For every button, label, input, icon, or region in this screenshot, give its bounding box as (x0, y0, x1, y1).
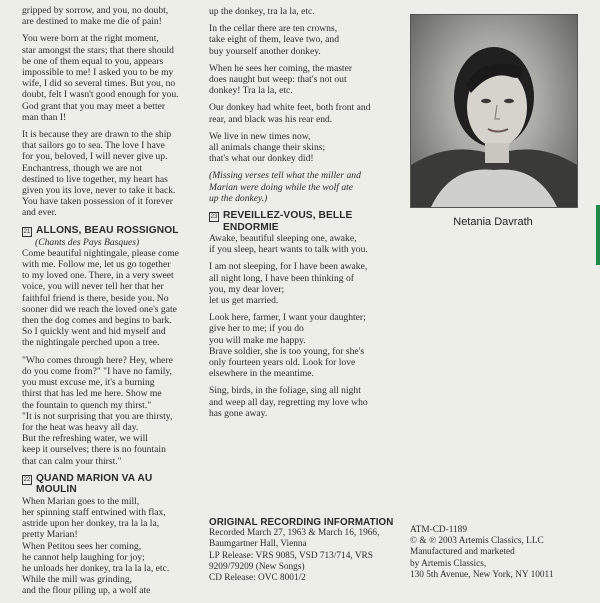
text-line: only fourteen years old. Look for love (209, 357, 356, 369)
text-line: all animals change their skins; (209, 142, 326, 154)
text-line: You have taken possession of it forever (22, 196, 173, 208)
middle-column (209, 6, 390, 425)
lyric-paragraph (209, 385, 390, 419)
text-line: destined to live together, my heart has (22, 173, 168, 185)
text-line: and weep all day, regretting my love who (209, 396, 368, 408)
text-line: by Artemis Classics, (410, 558, 487, 569)
text-line: then the dog comes and begins to bark. (22, 315, 172, 327)
text-line: impossible to me! I asked you to be my (22, 67, 174, 79)
text-line: are destined to make me die of pain! (22, 16, 162, 28)
track-number-badge: 23 (210, 214, 218, 221)
text-line: But the refreshing water, we will (22, 433, 148, 445)
recording-info (209, 517, 399, 584)
text-line: take eight of them, leave two, and (209, 34, 340, 46)
text-line: Awake, beautiful sleeping one, awake, (209, 233, 357, 245)
text-line: give her to me; if you do (209, 323, 304, 335)
text-line: donkey! Tra la la, etc. (209, 85, 293, 97)
text-line: he cannot help laughing for joy; (22, 551, 145, 563)
editorial-note (209, 170, 390, 204)
text-line: keep it ourselves; there is no fountain (22, 444, 166, 456)
lyric-paragraph (209, 233, 390, 255)
lyric-paragraph (22, 496, 196, 597)
text-line: that's what our donkey did! (209, 153, 314, 165)
text-line: thirst that has led me here. Show me (22, 388, 162, 400)
text-line: the fountain to quench my thirst." (22, 399, 152, 411)
text-line: LP Release: VRS 9085, VSD 713/714, VRS (209, 550, 373, 561)
text-line: Enchantress, though we are not (22, 162, 143, 174)
track-number-badge: 21 (23, 228, 31, 235)
song-subtitle: (Chants des Pays Basques) (35, 236, 140, 248)
intro-paragraph (22, 5, 196, 27)
text-line: that sailors go to sea. The love I have (22, 140, 165, 152)
text-line: Recorded March 27, 1963 & March 16, 1966, (209, 528, 380, 539)
text-line: all night long, I have been thinking of (209, 272, 354, 284)
text-line: to my loved one. There, in a very sweet (22, 270, 174, 282)
text-line: elsewhere in the meantime. (209, 368, 314, 380)
lyric-paragraph (22, 129, 196, 219)
song-title: REVEILLEZ-VOUS, BELLE (223, 210, 353, 222)
lyric-paragraph (209, 23, 390, 57)
left-column (22, 5, 196, 603)
text-line: When Petitou sees her coming, (22, 540, 142, 552)
text-line: doubt, felt I wasn't good enough for you. (22, 89, 179, 101)
track-number-badge: 22 (23, 476, 31, 483)
text-line: CD Release: OVC 8001/2 (209, 573, 306, 584)
song-title: QUAND MARION VA AU MOULIN (36, 472, 153, 496)
lyric-paragraph (209, 261, 390, 306)
text-line: you must excuse me, it's a burning (22, 377, 155, 389)
song-heading (22, 473, 196, 496)
text-line: gripped by sorrow, and you, no doubt, (22, 5, 169, 16)
song-heading (22, 225, 196, 237)
text-line: I am not sleeping, for I have been awake, (209, 261, 368, 273)
text-line: God grant that you may meet a better (22, 100, 166, 112)
text-line: Marian were doing while the wolf ate (209, 181, 354, 193)
lyric-paragraph (209, 102, 390, 124)
text-line: You were born at the right moment, (22, 33, 159, 45)
text-line: Baumgartner Hall, Vienna (209, 539, 307, 550)
lyric-paragraph (209, 6, 390, 17)
song-heading (209, 210, 390, 233)
text-line: you, my dear lover; (209, 283, 285, 295)
text-line: Manufactured and marketed (410, 547, 515, 558)
text-line: you will make me happy. (209, 334, 306, 346)
text-line: So I quickly went and hid myself and (22, 326, 166, 338)
lyric-paragraph (22, 33, 196, 123)
accent-edge (596, 205, 600, 265)
text-line: "It is not surprising that you are thirsty, (22, 410, 173, 422)
text-line: Look here, farmer, I want your daughter; (209, 312, 366, 324)
copyright-line: © & ℗ 2003 Artemis Classics, LLC (410, 536, 544, 547)
text-line: Sing, birds, in the foliage, sing all night (209, 385, 361, 397)
text-line: man than I! (22, 111, 67, 123)
text-line: rear, and black was his rear end. (209, 113, 333, 125)
text-line: with me. Follow me, let us go together (22, 259, 171, 271)
text-line: be one of them equal to you, appears (22, 55, 164, 67)
text-line: When Marian goes to the mill, (22, 495, 140, 507)
text-line: 9209/79209 (New Songs) (209, 561, 305, 572)
text-line: faithful friend is there, beside you. No (22, 292, 169, 304)
text-line: her spinning staff entwined with flax, (22, 506, 166, 518)
text-line: the nightingale perched upon a tree. (22, 337, 160, 349)
text-line: has gone away. (209, 407, 268, 419)
text-line: While the mill was grinding, (22, 574, 133, 586)
text-line: that can calm your thirst." (22, 455, 122, 467)
text-line: let us get married. (209, 295, 279, 307)
recording-info-heading: ORIGINAL RECORDING INFORMATION (209, 517, 394, 528)
text-line: Come beautiful nightingale, please come (22, 247, 179, 259)
text-line: up the donkey.) (209, 192, 268, 204)
text-line: star amongst the stars; that there should (22, 44, 174, 56)
text-line: if you sleep, heart wants to talk with you. (209, 244, 368, 256)
text-line: Our donkey had white feet, both front and (209, 102, 371, 114)
lyric-paragraph (209, 131, 390, 165)
song-title-block (223, 210, 352, 233)
lyric-paragraph (209, 63, 390, 97)
text-line: It is because they are drawn to the ship (22, 129, 172, 141)
text-line: wife, I did so several times. But you, no (22, 78, 176, 90)
label-credits (410, 525, 590, 581)
text-line: sooner did we reach the loved one's gate (22, 303, 177, 315)
lyric-paragraph (209, 312, 390, 379)
text-line: for you, beloved, I will never give up. (22, 151, 168, 163)
text-line: do you come from?" "I have no family, (22, 365, 173, 377)
text-line: for the heat was heavy all day. (22, 421, 139, 433)
text-line: We live in new times now, (209, 130, 311, 142)
text-line: "Who comes through here? Hey, where (22, 354, 173, 366)
text-line: astride upon her donkey, tra la la la, (22, 518, 160, 530)
text-line: buy yourself another donkey. (209, 45, 321, 57)
text-line: When he sees her coming, the master (209, 62, 353, 74)
address-line: 130 5th Avenue, New York, NY 10011 (410, 569, 554, 580)
catalog-number: ATM-CD-1189 (410, 525, 467, 535)
portrait-icon (411, 15, 577, 207)
portrait-photo (410, 14, 578, 208)
text-line: (Missing verses tell what the miller and (209, 170, 361, 182)
text-line: he unloads her donkey, tra la la la, etc. (22, 562, 170, 574)
text-line: Brave soldier, she is too young, for she's (209, 345, 365, 357)
text-line: voice, you will never tell her that her (22, 281, 164, 293)
text-line: In the cellar there are ten crowns, (209, 23, 338, 35)
song-title: ALLONS, BEAU ROSSIGNOL (36, 224, 179, 236)
lyric-paragraph (22, 355, 196, 467)
text-line: does naught but weep: that's not out (209, 74, 347, 86)
lyric-paragraph (22, 248, 196, 349)
photo-caption: Netania Davrath (453, 216, 533, 228)
text-line: and the flour piling up, a wolf ate (22, 585, 151, 597)
text-line: pretty Marian! (22, 529, 78, 541)
song-title: ENDORMIE (223, 221, 279, 233)
text-line: and ever. (22, 207, 57, 219)
text-line: given you its love, never to take it back. (22, 185, 176, 197)
text-line: up the donkey, tra la la, etc. (209, 6, 315, 17)
